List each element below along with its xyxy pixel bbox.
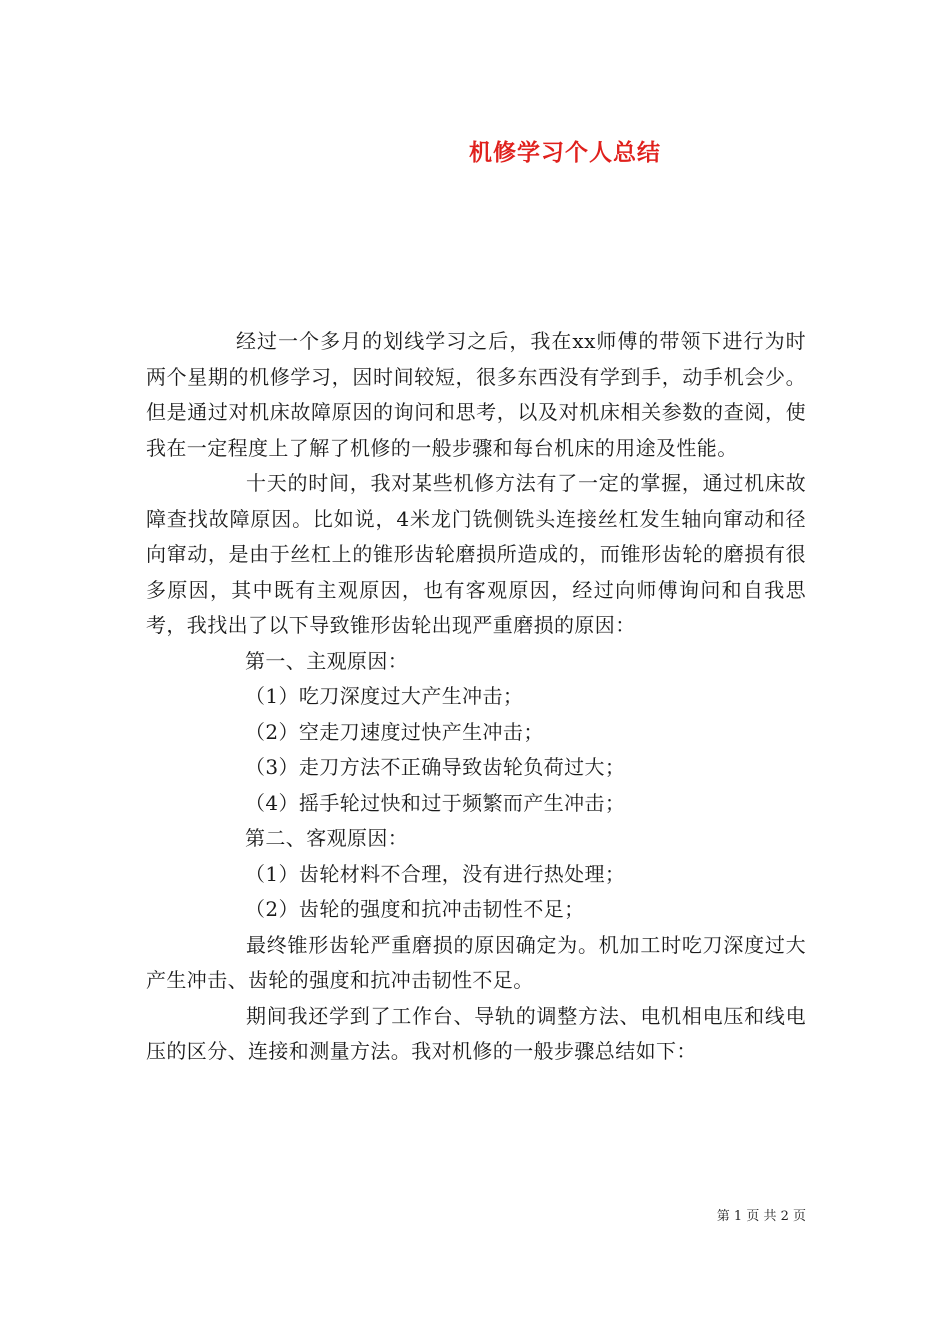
list-item: （2）空走刀速度过快产生冲击； [245, 719, 544, 744]
document-title: 机修学习个人总结 [469, 140, 661, 166]
paragraph-analysis: 十天的时间，我对某些机修方法有了一定的掌握，通过机床故障查找故障原因。比如说，4米龙门铣侧铣头连接丝杠发生轴向窜动和径向窜动，是由于丝杠上的锥形齿轮磨损所造成的，而锥形齿轮的磨损有很多原因，其中既有主观原因，也有客观原因，经过向师傅询问和自我思考，我找出了以下导致锥形齿轮出现严重磨损的原因： [146, 471, 806, 637]
paragraph-intro: 经过一个多月的划线学习之后，我在xx师傅的带领下进行为时两个星期的机修学习，因时间较短，很多东西没有学到手，动手机会少。但是通过对机床故障原因的询问和思考，以及对机床相关参数的查阅，使我在一定程度上了解了机修的一般步骤和每台机床的用途及性能。 [146, 329, 806, 460]
paragraph-conclusion: 最终锥形齿轮严重磨损的原因确定为。机加工时吃刀深度过大产生冲击、齿轮的强度和抗冲击韧性不足。 [146, 932, 806, 992]
list-item: （2）齿轮的强度和抗冲击韧性不足； [245, 897, 585, 921]
list-item: （1）吃刀深度过大产生冲击； [245, 684, 524, 708]
paragraph-additional-learning: 期间我还学到了工作台、导轨的调整方法、电机相电压和线电压的区分、连接和测量方法。我对机修的一般步骤总结如下： [146, 1003, 806, 1063]
list-item: （3）走刀方法不正确导致齿轮负荷过大； [245, 755, 626, 779]
document-body [146, 324, 806, 1070]
list-item: （1）齿轮材料不合理，没有进行热处理； [245, 861, 626, 886]
subjective-causes-heading: 第一、主观原因： [245, 648, 409, 673]
objective-causes-heading: 第二、客观原因： [245, 826, 409, 850]
page-number: 第 1 页 共 2 页 [716, 1209, 806, 1224]
list-item: （4）摇手轮过快和过于频繁而产生冲击； [245, 790, 626, 815]
